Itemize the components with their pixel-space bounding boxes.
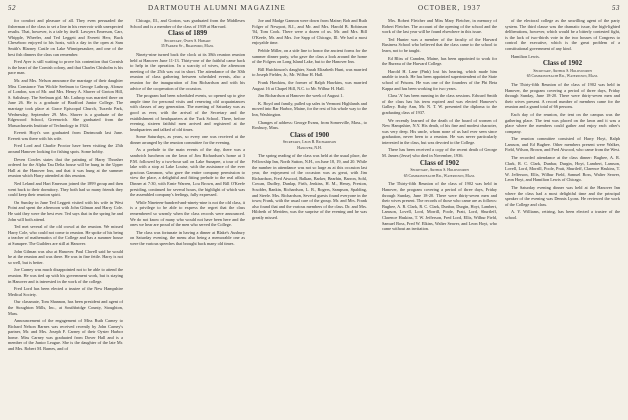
article-paragraph: Mrs. Robert Fletcher and Miss Mary Fletcher, in memory of Robert Fletcher. The account of the opening of the school and the work of the last year will be found elsewhere in this issue. <box>382 18 497 35</box>
article-paragraph: Joe Carney was much disappointed not to be able to attend the reunion. He was tied up with his government work, but is staying in Hanover and is interested in the work of the college. <box>8 267 123 284</box>
article-paragraph: Frank Hawkins, the former of Ralph Hawkins, was married August 16 at Chapel Hill, N.C. to Mr. Wilbur H. Hall. <box>252 79 367 91</box>
class-secretary-line: Secretary, Arthur S. Holdsworth 65 Commonwealth Rd., Watertown, Mass. <box>526 68 599 79</box>
article-paragraph: Mr. and Mrs. Nelson announce the marriage of their daughter Miss Constance Van Wickle Seelman to George Lathrop, Alonzo of London, son of Mr. and Mrs. Henry A. Shaver of Groton Hill, S. Salisbury. The Seelman girl. Mr. Lathrop was married there on June 26. He is a graduate of Bradford Junior College. The marriage took place at Grace Episcopal Church, Tuxedo Park, Wednesday, September 29. Mrs. Shaver is a graduate of the Edgewood School, Greenwich. She graduated from the Massachusetts Institute of Technology in 1924. <box>8 77 123 128</box>
text-column-4 <box>382 18 497 416</box>
class-secretary-line: Secretary, Owen S. Hobart 35 Parker St., Bradford, Mass. <box>160 38 215 49</box>
article-paragraph: As a prelude to the main events of the day, there was a sandwich luncheon on the lawn of Jim Richardson's home at 3 P.M. followed by a two-hour sail on Lake Sunapee, a tour of the lake with a stop at Lake Louise, with the assistance of the ever gracious Gammon, who gave the entire company permission to view the place, a delightful and fitting prelude to the real affair. Dinner at 7:30, with Ernie Warren, Lou Brown, and Bill O'Keefe presiding, continued for several hours, the highlight of which was the assembled company's feelings, fully expressed. <box>130 147 245 198</box>
article-paragraph: Ted Hunter was a member of the faculty of the Harvard Business School who believed that the class came to the school to learn, not to be taught. <box>382 36 497 53</box>
article-paragraph: The class was fortunate in having a dinner at Blake's Ausbury on Saturday evening, the menu also being a memorable one as were the various speeches that brought back many old times. <box>130 229 245 246</box>
text-column-3 <box>252 18 367 416</box>
article-paragraph: We recently learned of the death of the board of women of New Hampshire, N.Y. His death, of his fine and modest character, was very deep. His uncle, whom none of us had ever seen since graduation, never been to a reunion. He was never particularly interested in the class, but was devoted to the College. <box>382 117 497 145</box>
issue-date: OCTOBER, 1937 <box>418 4 482 12</box>
text-column-2 <box>130 18 245 416</box>
class-secretary-line: Secretary, Arthur S. Holdsworth 65 Commonwealth Rd., Watertown, Mass. <box>403 168 476 178</box>
article-paragraph: Class 'A' has been running in the class sessions. Edward Smith of the class has his term expired and was elected Hanover's Gallery. Ruby Ann, Mr. N. T. W. presented the diploma to the graduating class of 1937. <box>382 93 497 115</box>
article-paragraph: Bill Hutchinson's daughter, Sarah Elizabeth Hunt, was married to Joseph Fielder, Jr., Mr. Wilbur H. Hall. <box>252 66 367 78</box>
article-paragraph: Ed Bliss of Camden, Maine, has been appointed to work for the Bureau of the Harvard College. <box>382 55 497 67</box>
article-paragraph: Hamilton Lewis. <box>511 53 540 59</box>
article-paragraph: The spring reading of the class was held at the usual place, the Fellowship Inn, North Sutton, N.H., on June 18, 19, and 20. While the number in attendance was not so large as at this occasion last year, the enjoyment of the occasion was as great, with Jim Richardson, Fred Atwood, Balkan, Barker, Bearhin, Barron, Sohl, Cowan, Dudley, Dunlap, Firth, Jenkins, H. M., Henry, Preston, Scudder, Rankin, Richardson, L. B., Rogers, Sampson, Spalding, and Steele. Mrs. Richardson, Several guests found everyone in the town; Frank, with the usual care of the group. Mr. and Mrs. Frank also found that and the various members of the class. Dr. and Mrs. Hildreth of Meriden, was the surprise of the evening and he was greatly missed. <box>252 153 367 220</box>
article-paragraph: The Thirty-fifth Reunion of the class of 1902 was held in Hanover, the program covering a period of three days, Friday through Sunday, June 18-20. There were thirty-seven men and their wives present. The records of those who came are as follows: Bugbee, A. R. Clark, R. C. Clark, Dunbar, Durgin, Hoyt, Lambert, Lamson, Lovell, Lord, Morrill, Poole, Pratt, Lord, Shurtleff, Clarence Haskins, T. W. Jefferson, Fred Lord, Ellis, Wilbur Field, Samuel Boss, Fred W. Elkins, Walter Seaver, and Leon Hoyt, who came without an invitation. <box>382 181 497 232</box>
article-paragraph: Announcement of the engagement of Miss Ruth Carney to Richard Nelson Barnes was received recently by John Carney's partner, Mr. and Mrs. Joseph F. Carney of their Oyster Harbor home. Miss Carney was graduated from Dover Hall and is a member of the Junior League. She is the daughter of the late Mr. and Mrs. Robert M. Barnes, and of <box>8 318 123 352</box>
article-paragraph: Pebble Miller, on a side line to honor the ancient forms for the summer dinner party, who gave the class a look around the home of the Folgers on Long Island Lake, but to the Hanover Inn. <box>252 47 367 65</box>
article-paragraph: While Nineteen-hundred-and-ninety-nine is not the old class, it is a privilege to be able to express the regret that the class remembered so warmly when the class records were announced. We do not know of many who would not have been here and the ones we hear are proud of the men who served the College. <box>130 199 245 228</box>
article-paragraph: The program had been scheduled events, so opened up to give ample time for personal visits and renewing old acquaintances with classes of any generation. The meeting of Saturday was as good as ever, with the arrival of the Secretary and the establishment of headquarters at the Tuck School. There, before evening, sixteen faithful men arrived and registered at the headquarters and talked of old times. <box>130 93 245 132</box>
article-paragraph: Ted met several of the old crowd at the reunion. We missed Harry Cole, who could not come to reunion. He spoke of his being a teacher of mathematics of the College and has a summer house at Sunapee. The Guilders are still at Hanover. <box>8 224 123 246</box>
class-heading: Class of 1902 <box>542 59 583 68</box>
class-heading: Class of 1899 <box>167 29 208 38</box>
article-paragraph: Fred Ayer is still waiting to prove his contention that Cornish is the heart of the Cornish colony, and that Charles Chisholm is his pace man. <box>8 59 123 76</box>
article-paragraph: Chicago, Ill., and Gorton, was graduated from the Middlesex School and is a member of the class of 1939 at Harvard. <box>130 18 245 29</box>
article-paragraph: Everett Hoyt's son graduated from Dartmouth last June. Everett was there with his wife. <box>8 130 123 141</box>
article-paragraph: Deven Cowles states that the painting of Harry Thrasher ordered for the Alpha Tau Delta house will be hung in the Upper Hall at the Hanover Inn, and that it was hung at the summer reunion which Harry attended at this reunion. <box>8 156 123 179</box>
article-paragraph: There has been received a copy of the recent death of George M. James (Jesse) who died in November, 1936. <box>382 147 497 159</box>
article-paragraph: Ninety-nine turned back the clock at its 38th reunion reunion held at Hanover June 11-13. Thirty-one of the faithful came back to help in the operation. In a scarcity of wives, the afternoon meeting of the 25th was cut in short. The attendance of the 30th reunion of class gathering between scheduled events, also a reunion for the inauguration of Jim Richardson and with his advice of the cooperation of the occasion. <box>130 51 245 91</box>
text-column-5 <box>505 18 620 416</box>
article-paragraph: The Thirty-fifth Reunion of the class of 1902 was held in Hanover, the program covering a period of three days, Friday through Sunday, June 18-20. There were thirty-seven men and their wives present. A record number of members came for the reunion and a grand total of 66 persons. <box>505 81 620 110</box>
article-paragraph: Each day of the reunion, the tent on the campus was the gathering place. The tent was placed on the lawn and it was a place where the members could gather and enjoy each other's company. <box>505 111 620 134</box>
class-secretary-line: Secretary, Leon B. Richardson Hanover, N.H. <box>282 140 337 150</box>
article-paragraph: Some Saturdays, as years, so every one was received at the dinner arranged by the reunion committee for the evening. <box>130 134 245 145</box>
article-paragraph: John Gilman was also at Hanover. Paul Clavell said he would be at the reunion and was there. He was in fine fettle. Harry is not so well, but is better. <box>8 248 123 265</box>
article-paragraph: The Saturday evening dinner was held at the Hanover Inn where the class had a most delightful time and the principal speaker of the evening was Dennis Lyons. He reviewed the work of the College and class. <box>505 185 620 207</box>
article-paragraph: The recorded attendance at the class dinner: Bugbee, A. R. Clark, R. C. Clark, Dunbar, Durgin, Hoyt, Lambert, Lamson, Lovell, Lord, Morrill, Poole, Pratt, Shurtleff, Clarence Haskins, T. W. Jefferson, Ellis, Wilbur Field, Samuel Boss, Walter Seaver, Leon Hoyt, and Hamilton Lewis of Chicago. <box>505 155 620 183</box>
class-heading: Class of 1900 <box>289 130 330 139</box>
article-paragraph: Ned Leland and Hart Emerson joined the 1899 group and then went back to their dormitory. They both had so many friends they could keep their reunion spirit. <box>8 181 123 198</box>
class-heading: Class of 1902 <box>419 158 460 167</box>
article-paragraph: K. Boyd and family, pulled up sales in Vermont Highlands and moved into Bar Harbor, Maine, for the rest of his whole way to the Inn, Washington. <box>252 100 367 117</box>
article-paragraph: Fred Lord and Charlie Proctor have been visiting the 25th around Hanover looking for fishing spots. Some hobby. <box>8 143 123 155</box>
text-column-1 <box>8 18 123 416</box>
article-paragraph: Harold H. Lane (Pink) lost his hearing, which made him unable to teach. He has been appointed superintendent of the State school of Prisons. He was one of the founders of the Phi Beta Kappa and has been working for two years. <box>382 68 497 91</box>
page-number-left: 52 <box>8 4 16 12</box>
article-paragraph: of the electoral college as the unwilling agent of the party system. The third clause was the dramatic issue, the high-lighted deliberations, however, which would be a bitterly contested fight, is the lack of two-thirds vote in the two houses of Congress to control the executive, which is the great problem of a constitutional government of any kind. <box>505 18 620 51</box>
article-paragraph: The reunion committee consisted of Harry Hoyt, Ralph Lamson, and Ed Bugbee. Other members present were Walker, Field, Wilson, Brown, and Fred Atwood, who came from the West. <box>505 136 620 153</box>
article-paragraph: Jim Richardson at Hanover the week of August 1. <box>258 93 344 99</box>
page-number-right: 53 <box>612 4 620 12</box>
article-paragraph: On Sunday in June Ted Leggett visited with his wife in West Point and spent the afternoon with John Gilman and Harry Cole. He said they were the best ever. Ted says that in the spring he and John will both attend. <box>8 199 123 222</box>
running-header <box>8 4 620 16</box>
magazine-title: DARTMOUTH ALUMNI MAGAZINE <box>148 4 286 12</box>
article-paragraph: Changes of address: George Evans, from Somerville, Mass., to Roxbury, Mass. <box>252 119 367 131</box>
article-paragraph: A. Y. Williams, retiring, has been elected a trustee of the school. <box>505 209 620 220</box>
article-paragraph: Our classmate, Tom Shannon, has been president and agent of the Stoughton Mills, Inc., at Southbridge County, Stoughton, Mass. <box>8 299 123 316</box>
article-paragraph: Joe and Madge Gannon were down from Maine; Bob and Ruth Folger of Newport, R.I., and Mr. and Mrs. Harold B. Robinson '04, Tom Cook. There were a dozen of us. Mr. and Mrs. Bill O'Keefe, Mr. and Mrs. Joe Sapp of Chicago, Ill. We had a most enjoyable time. <box>252 18 367 46</box>
article-paragraph: for comfort and pleasure of all. They even persuaded the fisherman of the class to set a line in his reservoir with unexpected results. That, however, is a tale by itself. Lawyers Emerson, Carr, Whipple, Wheeler, and Ted Leggett and Everett Herr, Buck Cheseboro enjoyed to his hosts, with a day in the open at Sam Smith's Blarney Castle on Lake Winnipesaukee, and one of the best fish dinners the class can remember. <box>8 18 123 57</box>
article-paragraph: Fred Lord has been elected a trustee of the New Hampshire Medical Society. <box>8 286 123 297</box>
